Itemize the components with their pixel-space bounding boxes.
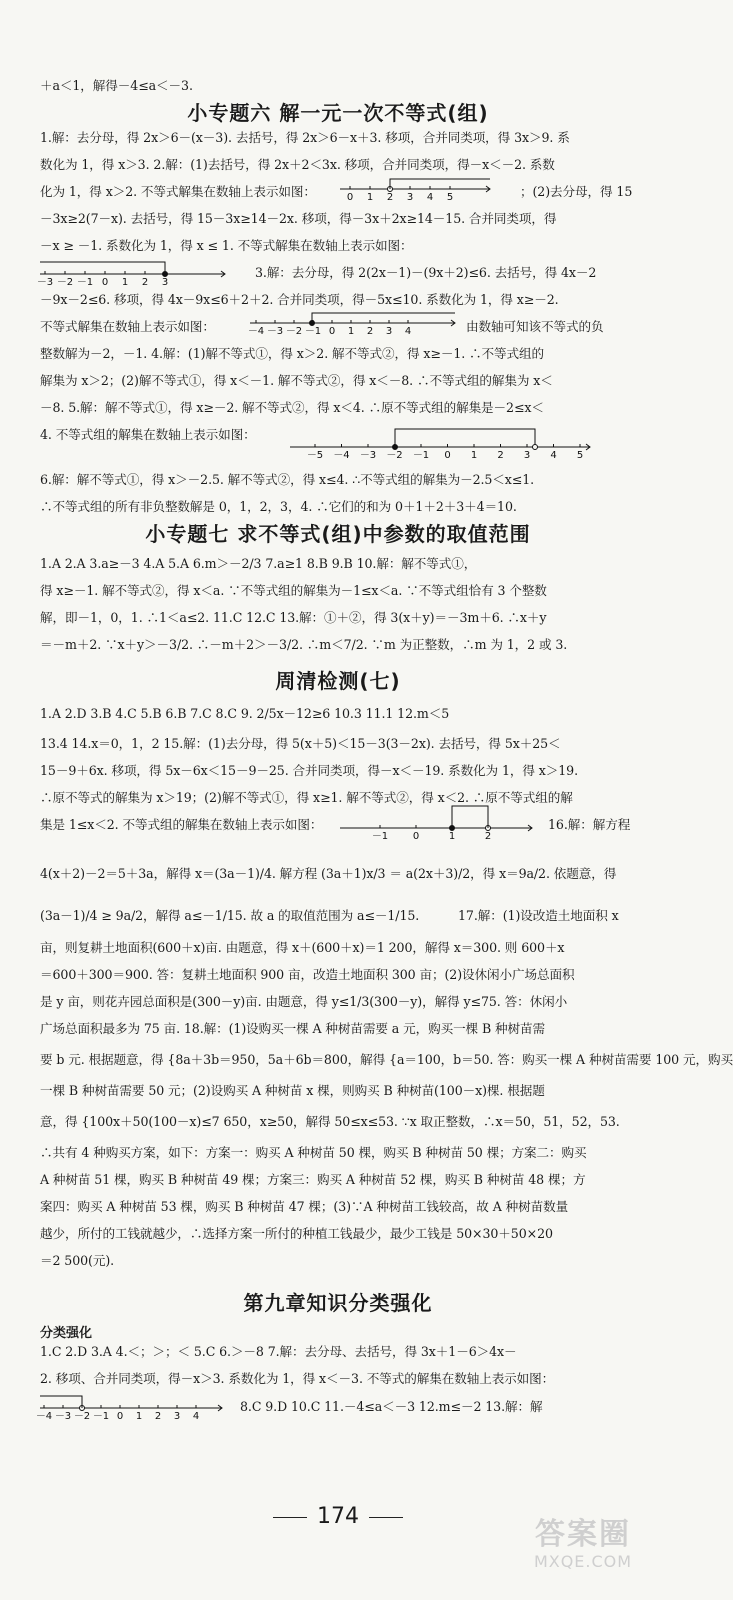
page-number-text: 174	[317, 1504, 359, 1529]
text-line: 一棵 B 种树苗需要 50 元；(2)设购买 A 种树苗 x 棵，则购买 B 种树苗(100－x)棵. 根据题	[40, 1083, 545, 1098]
number-line-label: 4	[550, 450, 557, 461]
text-line: 15－9＋6x. 移项，得 5x－6x＜15－9－25. 合并同类项，得－x＜－19. 系数化为 1，得 x＞19.	[40, 763, 578, 778]
number-line-label: 0	[116, 1411, 124, 1422]
number-line-label: －2	[386, 450, 403, 461]
number-line-label: －3	[359, 450, 377, 461]
number-line-label: 1	[366, 192, 374, 203]
text-line: －3x≥2(7－x). 去括号，得 15－3x≥14－2x. 移项，得－3x＋2x≥14－15. 合并同类项，得	[40, 211, 557, 226]
number-line-label: －1	[76, 277, 94, 288]
number-line-5	[340, 800, 540, 846]
number-line-label: 3	[173, 1411, 181, 1422]
text-line: 广场总面积最多为 75 亩. 18.解：(1)设购买一棵 A 种树苗需要 a 元，购买一棵 B 种树苗需	[40, 1021, 545, 1036]
number-line-label: －4	[333, 450, 350, 461]
number-line-label: 2	[484, 831, 492, 842]
text-line: 8.C 9.D 10.C 11.－4≤a＜－3 12.m≤－2 13.解：解	[240, 1399, 543, 1414]
number-line-1	[340, 177, 500, 207]
number-line-label: 5	[576, 450, 584, 461]
text-line: 解集为 x＞2；(2)解不等式①，得 x＜－1. 解不等式②，得 x＜－8. ∴不等式组的解集为 x＜	[40, 373, 553, 388]
text-line: 解，即－1，0，1. ∴1＜a≤2. 11.C 12.C 13.解：①＋②，得 3(x＋y)＝－3m＋6. ∴x＋y	[40, 610, 547, 625]
text-line: ；(2)去分母，得 15	[520, 184, 633, 199]
number-line-label: 1	[448, 831, 456, 842]
text-line: 由数轴可知该不等式的负	[466, 319, 604, 334]
text-line: ＋a＜1，解得－4≤a＜－3.	[40, 78, 193, 93]
number-line-label: －4	[247, 326, 265, 337]
text-line: －x ≥ －1. 系数化为 1，得 x ≤ 1. 不等式解集在数轴上表示如图：	[40, 238, 413, 253]
number-line-label: 3	[406, 192, 414, 203]
number-line-label: 5	[446, 192, 454, 203]
number-line-label: －3	[266, 326, 284, 337]
text-line: A 种树苗 51 棵，购买 B 种树苗 49 棵；方案三：购买 A 种树苗 52 棵，购买 B 种树苗 48 棵；方	[40, 1172, 586, 1187]
text-line: ∴原不等式的解集为 x＞19；(2)解不等式①，得 x≥1. 解不等式②，得 x＜2. ∴原不等式组的解	[40, 790, 573, 805]
number-line-label: 2	[141, 277, 149, 288]
section-heading-chapter9: 第九章知识分类强化	[243, 1291, 433, 1315]
text-line: 得 x≥－1. 解不等式②，得 x＜a. ∵不等式组的解集为－1≤x＜a. ∵不等式组恰有 3 个整数	[40, 583, 547, 598]
watermark-logo	[508, 1518, 658, 1578]
number-line-2	[36, 258, 240, 292]
number-line-label: 0	[101, 277, 109, 288]
number-line-label: 2	[386, 192, 394, 203]
number-line-4	[290, 425, 600, 465]
number-line-label: 1	[121, 277, 129, 288]
number-line-label: 1	[135, 1411, 143, 1422]
text-line: ＝－m＋2. ∵x＋y＞－3/2. ∴－m＋2＞－3/2. ∴m＜7/2. ∵m 为正整数，∴m 为 1，2 或 3.	[40, 637, 568, 652]
number-line-3	[247, 309, 460, 341]
number-line-label: 4	[426, 192, 434, 203]
section-heading-6: 小专题六 解一元一次不等式(组)	[187, 101, 489, 125]
number-line-label: －2	[73, 1411, 91, 1422]
text-line: －8. 5.解：解不等式①，得 x≥－2. 解不等式②，得 x＜4. ∴原不等式组的解集是－2≤x＜	[40, 400, 544, 415]
number-line-label: 3	[385, 326, 393, 337]
text-line: 1.A 2.D 3.B 4.C 5.B 6.B 7.C 8.C 9. 2/5x－12≥6 10.3 11.1 12.m＜5	[40, 706, 450, 721]
number-line-label: 4	[404, 326, 412, 337]
number-line-label: 2	[497, 450, 504, 461]
number-line-label: －2	[285, 326, 303, 337]
text-line: 要 b 元. 根据题意，得 {8a＋3b＝950，5a＋6b＝800，解得 {a＝100，b＝50. 答：购买一棵 A 种树苗需要 100 元，购买	[40, 1052, 733, 1067]
text-line: 4. 不等式组的解集在数轴上表示如图：	[40, 427, 256, 442]
watermark-logo-text: 答案圈	[535, 1517, 631, 1552]
text-line: 6.解：解不等式①，得 x＞－2.5. 解不等式②，得 x≤4. ∴不等式组的解集为－2.5＜x≤1.	[40, 472, 535, 487]
number-line-label: －5	[306, 450, 324, 461]
number-line-label: 3	[161, 277, 169, 288]
number-line-label: －1	[371, 831, 389, 842]
text-line: 1.解：去分母，得 2x＞6－(x－3). 去括号，得 2x＞6－x＋3. 移项，合并同类项，得 3x＞9. 系	[40, 130, 570, 145]
text-line: 亩，则复耕土地面积(600＋x)亩. 由题意，得 x＋(600＋x)＝1 200，解得 x＝300. 则 600＋x	[40, 940, 565, 955]
number-line-label: 2	[154, 1411, 162, 1422]
text-line: 整数解为－2，－1. 4.解：(1)解不等式①，得 x＞2. 解不等式②，得 x≥－1. ∴不等式组的	[40, 346, 544, 361]
number-line-label: －2	[56, 277, 74, 288]
text-line: 4(x＋2)－2＝5＋3a，解得 x＝(3a－1)/4. 解方程 (3a＋1)x/3 ＝ a(2x＋3)/2，得 x＝9a/2. 依题意，得	[40, 866, 617, 881]
watermark-url: MXQE.COM	[533, 1552, 633, 1571]
text-line: 2. 移项、合并同类项，得－x＞3. 系数化为 1，得 x＜－3. 不等式的解集在数轴上表示如图：	[40, 1371, 555, 1386]
text-line: 不等式解集在数轴上表示如图：	[40, 319, 215, 334]
text-line: 案四：购买 A 种树苗 53 棵，购买 B 种树苗 47 棵；(3)∵A 种树苗工钱较高，故 A 种树苗数量	[40, 1199, 569, 1214]
number-line-label: 0	[444, 450, 451, 461]
number-line-label: 3	[523, 450, 531, 461]
text-line: 13.4 14.x＝0，1，2 15.解：(1)去分母，得 5(x＋5)＜15－3(3－2x). 去括号，得 5x＋25＜	[40, 736, 561, 751]
text-line: 17.解：(1)设改造土地面积 x	[458, 908, 619, 923]
text-line: ∴共有 4 种购买方案，如下：方案一：购买 A 种树苗 50 棵，购买 B 种树苗 50 棵；方案二：购买	[40, 1145, 587, 1160]
text-line: 越少，所付的工钱就越少，∴选择方案一所付的种植工钱最少，最少工钱是 50×30＋50×20	[40, 1226, 553, 1241]
number-line-label: 1	[470, 450, 478, 461]
text-line: 3.解：去分母，得 2(2x－1)－(9x＋2)≤6. 去括号，得 4x－2	[255, 265, 597, 280]
text-line: 集是 1≤x＜2. 不等式组的解集在数轴上表示如图：	[40, 817, 323, 832]
number-line-label: 4	[192, 1411, 200, 1422]
text-line: (3a－1)/4 ≥ 9a/2，解得 a≤－1/15. 故 a 的取值范围为 a≤－1/15.	[40, 908, 420, 923]
text-line: 数化为 1，得 x＞3. 2.解：(1)去括号，得 2x＋2＜3x. 移项，合并同类项，得－x＜－2. 系数	[40, 157, 555, 172]
text-line: 是 y 亩，则花卉园总面积是(300－y)亩. 由题意，得 y≤1/3(300－y)，解得 y≤75. 答：休闲小	[40, 994, 568, 1009]
text-line: 1.A 2.A 3.a≥－3 4.A 5.A 6.m＞－2/3 7.a≥1 8.B 9.B 10.解：解不等式①，	[40, 556, 477, 571]
number-line-label: 1	[347, 326, 355, 337]
text-line: ∴不等式组的所有非负整数解是 0，1，2，3，4. ∴它们的和为 0＋1＋2＋3＋4＝10.	[40, 499, 517, 514]
number-line-label: 0	[328, 326, 336, 337]
text-line: 意，得 {100x＋50(100－x)≤7 650，x≥50，解得 50≤x≤53. ∵x 取正整数，∴x＝50，51，52，53.	[40, 1114, 620, 1129]
number-line-label: －1	[304, 326, 322, 337]
number-line-label: 0	[412, 831, 420, 842]
number-line-6	[35, 1392, 230, 1426]
number-line-label: －3	[54, 1411, 72, 1422]
number-line-label: －3	[36, 277, 54, 288]
number-line-label: －1	[92, 1411, 110, 1422]
number-line-label: 2	[366, 326, 374, 337]
text-line: ＝600＋300＝900. 答：复耕土地面积 900 亩，改造土地面积 300 亩；(2)设休闲小广场总面积	[40, 967, 575, 982]
text-line: －9x－2≤6. 移项，得 4x－9x≤6＋2＋2. 合并同类项，得－5x≤10. 系数化为 1，得 x≥－2.	[40, 292, 559, 307]
text-line: 化为 1，得 x＞2. 不等式解集在数轴上表示如图：	[40, 184, 316, 199]
section-heading-weekly: 周清检测(七)	[275, 669, 401, 693]
number-line-label: －4	[35, 1411, 53, 1422]
subheading: 分类强化	[40, 1326, 93, 1341]
number-line-label: 0	[346, 192, 354, 203]
text-line: 1.C 2.D 3.A 4.＜；＞；＜ 5.C 6.＞－8 7.解：去分母、去括号，得 3x＋1－6＞4x－	[40, 1344, 517, 1359]
section-heading-7: 小专题七 求不等式(组)中参数的取值范围	[145, 522, 531, 546]
number-line-label: －1	[412, 450, 430, 461]
text-line: ＝2 500(元).	[40, 1253, 115, 1268]
text-line: 16.解：解方程	[548, 817, 631, 832]
